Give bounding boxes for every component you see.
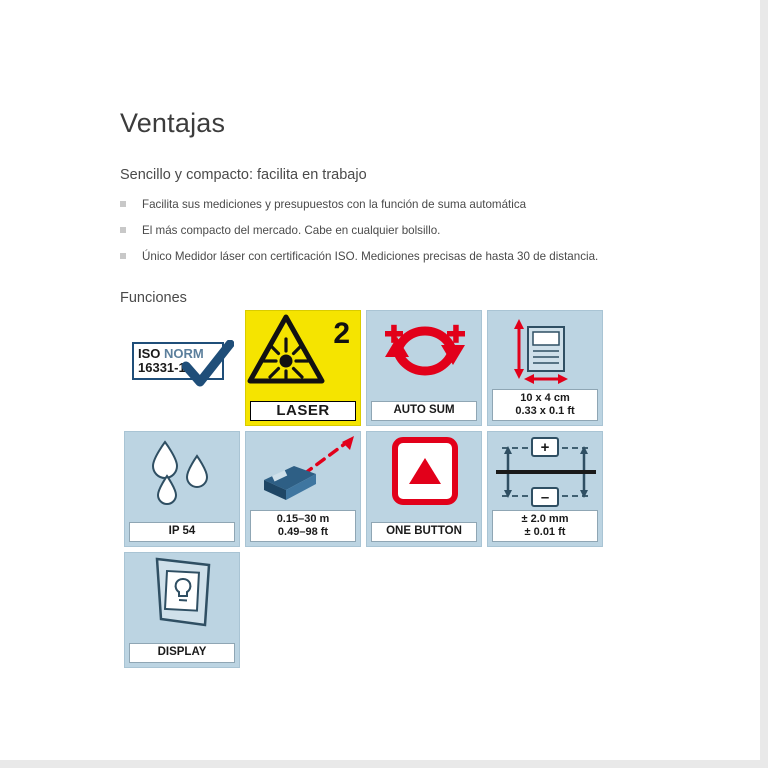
dimensions-line2: 0.33 x 0.1 ft: [515, 404, 575, 417]
laser-caption: LASER: [250, 401, 356, 421]
list-item-text: Facilita sus mediciones y presupuestos con la función de suma automática: [142, 198, 527, 211]
laser-class-number: 2: [333, 317, 350, 350]
accuracy-plus-symbol: +: [540, 439, 550, 456]
checkmark-icon: [182, 340, 234, 392]
empty-slot: [245, 552, 361, 668]
bullet-square-icon: [120, 201, 126, 207]
one-button-caption: ONE BUTTON: [371, 522, 477, 542]
subtitle: Sencillo y compacto: facilita en trabajo: [120, 167, 367, 183]
list-item: [120, 223, 680, 238]
page-edge-right: [760, 0, 768, 768]
measuring-accuracy-icon: [487, 431, 603, 547]
range-caption: [250, 510, 356, 542]
circular-arrows-icon: [367, 311, 482, 391]
water-dust-protection-icon: [124, 431, 240, 547]
accuracy-minus-symbol: –: [540, 489, 550, 506]
display-screen-icon: [125, 553, 240, 633]
measuring-range-icon: [245, 431, 361, 547]
text-content: [120, 108, 680, 318]
water-drops-icon: [125, 432, 240, 512]
list-item: [120, 249, 680, 264]
list-item-text: Único Medidor láser con certificación ISO. Mediciones precisas de hasta 30 de distancia.: [142, 250, 599, 263]
range-line1: 0.15–30 m: [276, 513, 330, 525]
device-dimensions-icon: [487, 310, 603, 426]
function-icon-grid: [124, 310, 616, 673]
icon-row: [124, 431, 616, 547]
functions-heading: Funciones: [120, 290, 187, 306]
benefits-list: [120, 197, 680, 264]
display-caption: DISPLAY: [129, 643, 235, 663]
bullet-square-icon: [120, 253, 126, 259]
iso-label: ISO: [138, 346, 161, 361]
norm-label: NORM: [164, 346, 204, 361]
illuminated-display-icon: [124, 552, 240, 668]
iso-certification-icon: [124, 310, 240, 426]
dimensions-caption: [492, 389, 598, 421]
accuracy-line2: ± 0.01 ft: [524, 525, 566, 538]
accuracy-caption: [492, 510, 598, 542]
page-edge-bottom: [0, 760, 768, 768]
list-item: [120, 197, 680, 212]
range-line2: 0.49–98 ft: [277, 525, 329, 538]
accuracy-line1: ± 2.0 mm: [521, 513, 569, 525]
empty-slot: [487, 552, 603, 668]
page-title: Ventajas: [120, 108, 226, 138]
one-button-operation-icon: [366, 431, 482, 547]
bullet-square-icon: [120, 227, 126, 233]
auto-sum-icon: [366, 310, 482, 426]
dimensions-line1: 10 x 4 cm: [520, 392, 570, 404]
auto-sum-caption: AUTO SUM: [371, 401, 477, 421]
iso-number: 16331-1: [138, 360, 186, 375]
device-size-diagram-icon: [488, 311, 603, 391]
ip54-caption: IP 54: [129, 522, 235, 542]
tolerance-diagram-icon: [488, 432, 603, 512]
list-item-text: El más compacto del mercado. Cabe en cualquier bolsillo.: [142, 224, 441, 237]
laser-class-icon: [245, 310, 361, 426]
icon-row: [124, 310, 616, 426]
laser-beam-device-icon: [246, 432, 361, 512]
icon-row: [124, 552, 616, 668]
single-button-icon: [367, 432, 482, 512]
empty-slot: [366, 552, 482, 668]
